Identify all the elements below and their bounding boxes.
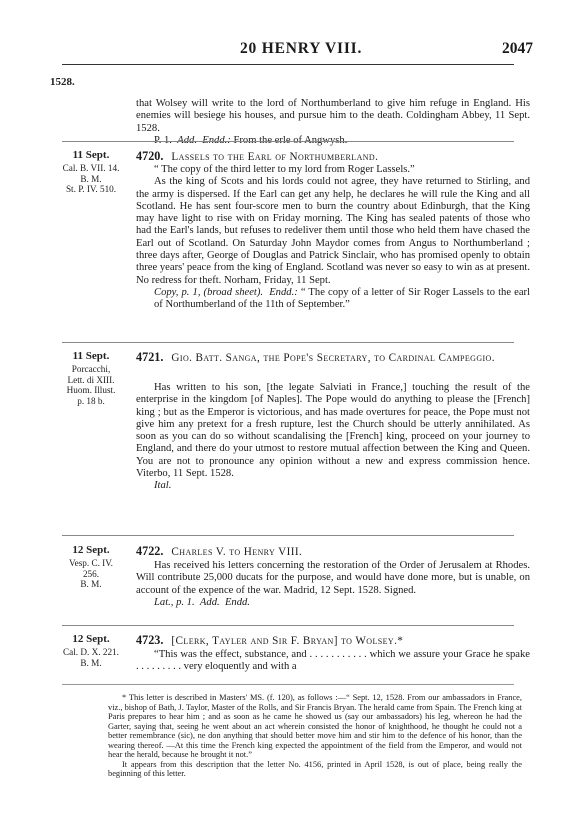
entry-paragraph: As the king of Scots and his lords could not agree, they have returned to Stirling, and the army is dispersed. If the Earl can get any help, he declares he will rule the King and all Scotland. He has sent four-score men to burn the country about Edinburgh, that the King may have light to rise with on Friday morning. The King has sealed patents of those who had the Earl's lands, but refuses to redeliver them until those who held them have chased the Earl out of Scotland. On Saturday John Maydor comes from Angus to Northumberland ; three days after, George of Douglas and Patrick Sinclair, who has promised openly to obtain three years' peace from the king of England. Scotland was never so easy to win as at present. No redress for theft. Norham, Friday, 11 Sept. bbox=[136, 176, 530, 286]
entry-heading bbox=[136, 544, 536, 559]
entry-paragraph: Has written to his son, [the legate Salviati in France,] touching the result of the enterprise in the kingdom [of Naples]. The Pope would do anything to please the [French] king ; but as the Emperor is victorious, and has made overtures for peace, the Pope must not give him any pretext for a fresh rupture, lest the Church should be utterly annihilated. As soon as you can do so without scandalising the [French] king, proceed on your journey to England, and there do your utmost to restore mutual affection between the King and Queen. You are not to pronounce any opinion without a new and express commission hence. Viterbo, 11 Sept. 1528. bbox=[136, 382, 530, 480]
note-endd: Endd.: bbox=[202, 134, 231, 146]
margin-date: 1528. bbox=[50, 76, 75, 88]
entry-separator bbox=[62, 141, 514, 142]
entry-note bbox=[136, 480, 530, 492]
margin-ref: B. M. bbox=[80, 657, 102, 668]
note-add: Add. bbox=[199, 596, 220, 608]
note-rest: From the erle of Angwysh. bbox=[233, 134, 348, 146]
footnote: It appears from this description that the letter No. 4156, printed in April 1528, is out of place, being really the beginning of this letter. bbox=[108, 759, 522, 779]
entry-margin bbox=[50, 76, 110, 90]
note-pages: Lat., p. 1. bbox=[154, 596, 195, 608]
entry-note bbox=[136, 597, 530, 609]
margin-ref: B. M. bbox=[80, 579, 102, 590]
page-number: 2047 bbox=[502, 40, 533, 57]
note-endd: Endd.: bbox=[269, 286, 298, 298]
margin-ref: Porcacchi, bbox=[71, 364, 111, 374]
entry-heading bbox=[136, 633, 536, 648]
entry-margin bbox=[56, 544, 126, 590]
entry-separator bbox=[62, 342, 514, 343]
margin-ref: Cal. D. X. 221. bbox=[63, 647, 119, 657]
note-pages: Copy, p. 1, (broad sheet). bbox=[154, 286, 264, 298]
entry-margin bbox=[56, 350, 126, 406]
running-title: 20 HENRY VIII. bbox=[240, 40, 363, 57]
entry-margin bbox=[56, 149, 126, 195]
margin-ref: 256. bbox=[82, 568, 100, 579]
entry-margin bbox=[56, 633, 126, 668]
margin-ref: Lett. di XIII. bbox=[67, 374, 115, 385]
header-rule bbox=[62, 64, 514, 65]
entry-text bbox=[136, 164, 530, 312]
entry-title: [Clerk, Tayler and Sir F. Bryan] to Wolsey.* bbox=[171, 635, 404, 647]
margin-ref: St. P. IV. 510. bbox=[65, 184, 117, 195]
entry-paragraph: “ The copy of the third letter to my lord from Roger Lassels.” bbox=[154, 164, 415, 175]
footnote: * This letter is described in Masters' MS. (f. 120), as follows :—“ Sept. 12, 1528. From our ambassadors in France, viz., bishop of Bath, J. Taylor, Master of the Rolls, and Sir Francis Bryan. The herald came from Spain. The French king at Paris prepares to hear him ; and as soon as he came he showed us (say our ambassadors) his leg, whereon he had the Garter, saying that, seeing he went about an act wherein consisted the honor of knighthood, he thought he could not a better remembrance (sic), ne don anything that should better move him and stir him to the defence of his honor, than the wearing thereof. —At this time the French king expected the appointment of the field from the Emperor, and would not hear the herald, because he brought it not.” bbox=[108, 693, 522, 760]
entry-title: Lassels to the Earl of Northumberland. bbox=[171, 151, 379, 163]
entry-heading bbox=[136, 149, 536, 164]
margin-date: 11 Sept. bbox=[72, 350, 110, 362]
entry-separator bbox=[62, 535, 514, 536]
entry-note bbox=[136, 287, 530, 312]
entry-text bbox=[136, 649, 530, 674]
footnote-rule bbox=[62, 684, 514, 685]
footnotes bbox=[108, 693, 522, 779]
running-header bbox=[0, 40, 567, 60]
margin-ref: Vesp. C. IV. bbox=[69, 558, 113, 568]
entry-title: Charles V. to Henry VIII. bbox=[171, 546, 303, 558]
margin-ref: B. M. bbox=[80, 173, 102, 184]
note-rest: “ The copy of a letter of Sir Roger Lassels to the earl of Northumberland of the 11th of September.” bbox=[154, 286, 530, 311]
entry-paragraph: Has received his letters concerning the restoration of the Order of Jerusalem at Rhodes. Will contribute 25,000 ducats for the purpose, and would have done more, but is unable, on account of the expence of the war. Madrid, 12 Sept. 1528. Signed. bbox=[136, 560, 530, 596]
entry-paragraph: “This was the effect, substance, and . . . . . . . . . . . which we assure your Grace he spake . . . . . . . . . very eloquently and with a bbox=[136, 649, 530, 673]
entry-number: 4720. bbox=[136, 149, 164, 163]
entry-separator bbox=[62, 625, 514, 626]
note-endd: Endd. bbox=[224, 596, 250, 608]
entry-paragraph: that Wolsey will write to the lord of Northumberland to give him refuge in England. His enemies will besiege his houses, and pursue him to the death. Coldingham Abbey, 11 Sept. 1528. bbox=[136, 98, 530, 134]
entry-number: 4721. bbox=[136, 350, 164, 364]
margin-ref: Huom. Illust. bbox=[66, 385, 116, 396]
note-add: Add. bbox=[177, 134, 197, 146]
margin-ref: p. 18 b. bbox=[77, 395, 105, 406]
margin-date: 12 Sept. bbox=[72, 544, 110, 556]
entry-heading bbox=[136, 350, 530, 366]
margin-date: 12 Sept. bbox=[72, 633, 110, 645]
entry-title: Gio. Batt. Sanga, the Pope's Secretary, to Cardinal Campeggio. bbox=[171, 352, 495, 364]
entry-number: 4723. bbox=[136, 633, 164, 647]
margin-ref: Cal. B. VII. 14. bbox=[62, 163, 120, 173]
entry-text bbox=[136, 98, 530, 147]
entry-number: 4722. bbox=[136, 544, 164, 558]
entry-text bbox=[136, 560, 530, 609]
note-pages: Ital. bbox=[154, 480, 172, 492]
entry-text bbox=[136, 382, 530, 493]
margin-date: 11 Sept. bbox=[72, 149, 110, 161]
note-pages: P. 1. bbox=[154, 134, 172, 146]
